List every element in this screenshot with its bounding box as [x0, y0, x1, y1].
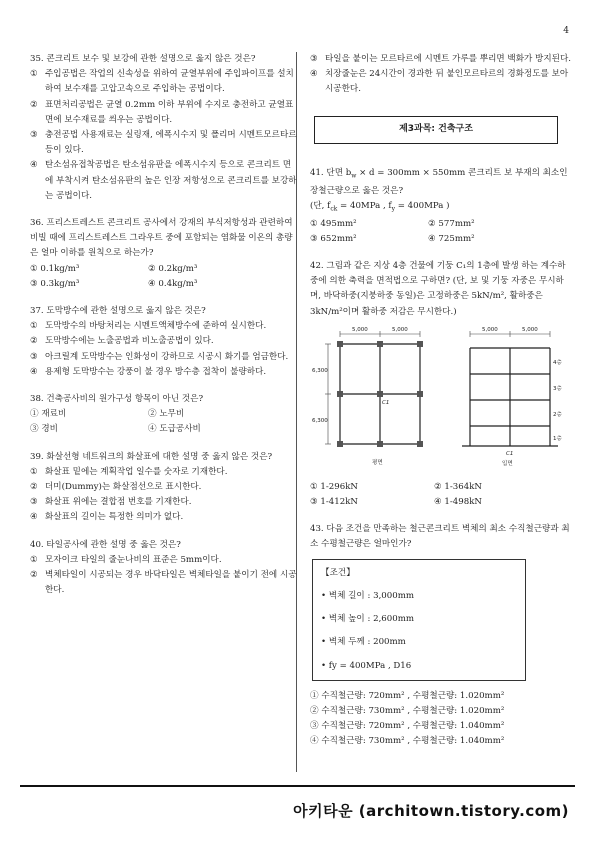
option: ② 수직철근량: 730mm² , 수평철근량: 1.020mm²	[310, 705, 505, 716]
option: ③ 경비	[30, 424, 58, 435]
option: ④ 725mm²	[428, 233, 475, 244]
floor-label-3: 3층	[553, 385, 562, 392]
option: ② 표면처리공법은 균열 0.2mm 이하 부위에 수지로 충전하고 균열표면에 보수재료를 씌우는 공법이다.	[30, 99, 294, 125]
option: ① 0.1kg/m³	[30, 263, 80, 274]
question-38	[30, 392, 298, 438]
option: ② 1-364kN	[434, 481, 482, 492]
plan-dim-top-2: 5,000	[392, 326, 408, 333]
option: ③ 화살표 위에는 결합점 번호를 기재한다.	[30, 497, 192, 508]
option: ① 도막방수의 바탕처리는 시멘트액체방수에 준하여 실시한다.	[30, 321, 267, 332]
option: ③ 1-412kN	[310, 497, 358, 508]
option: ④ 탄소섬유접착공법은 탄소섬유판을 에폭시수지 등으로 콘크리트 면에 부착시켜 탄소섬유판의 높은 인장 저항성으로 콘크리트를 보강하는 공법이다.	[30, 160, 297, 201]
elev-column-label: C1	[506, 450, 514, 457]
option: ② 더미(Dummy)는 화살점선으로 표시한다.	[30, 482, 202, 493]
condition: • 벽체 길이 : 3,000mm	[321, 590, 414, 601]
option: ① 주입공법은 작업의 신속성을 위하여 균열부위에 주입파이프를 설치하여 보수재를 고압고속으로 주입하는 공법이다.	[30, 69, 294, 95]
option: ① 재료비	[30, 409, 67, 420]
question-stem: 42. 그림과 같은 지상 4층 건물에 기둥 C₁의 1층에 발생 하는 계수하중에 의한 축력을 면적법으로 구하면? (단, 보 및 기둥 자중은 무시하며, 바닥하중(지붕하중 동일)은 고정하중은 5kN/m², 활하중은 3kN/m²이며 활하중 저감은 무시한다.)	[310, 261, 566, 317]
question-41	[310, 166, 572, 247]
option: ③ 타일을 붙이는 모르타르에 시멘트 가루를 뿌리면 백화가 방지된다.	[310, 54, 571, 64]
structure-figure	[310, 324, 572, 474]
option: ③ 충전공법 사용재료는 실링재, 에폭시수지 및 폴리머 시멘트모르타르 등이 있다.	[30, 130, 297, 156]
question-given: (단, $f_{ck} = 40MPa$ , $f_y = 400MPa$ )	[310, 200, 450, 213]
question-stem: 36. 프리스트레스트 콘크리트 공사에서 강재의 부식저항성과 관련하여 비빌 때에 프리스트레스트 그라우트 중에 포함되는 염화물 이온의 총량은 얼마 이하를 원칙으로 하는가?	[30, 218, 293, 259]
plan-elevation-diagram	[310, 324, 572, 474]
floor-label-4: 4층	[553, 359, 562, 366]
condition: • fy = 400MPa , D16	[321, 660, 412, 671]
option: ④ 1-498kN	[434, 497, 482, 508]
option: ④ 화살표의 길이는 특정한 의미가 없다.	[30, 512, 184, 523]
option: ④ 도급공사비	[148, 424, 201, 435]
question-40-continued	[310, 52, 572, 98]
option: ① 화살표 밑에는 계획작업 일수를 숫자로 기재한다.	[30, 466, 228, 477]
option: ① 모자이크 타일의 줄눈나비의 표준은 5mm이다.	[30, 554, 222, 565]
elevation-view	[462, 327, 562, 467]
condition: • 벽체 높이 : 2,600mm	[321, 614, 414, 625]
option: ② 노무비	[148, 409, 185, 420]
question-39	[30, 450, 298, 526]
question-35	[30, 52, 298, 204]
section-header: 제3과목: 건축구조	[314, 116, 558, 144]
plan-column-label: C1	[382, 399, 390, 406]
option: ③ 0.3kg/m³	[30, 278, 80, 289]
option: ④ 용제형 도막방수는 강풍이 불 경우 방수층 접착이 불량하다.	[30, 366, 267, 377]
page-number: 4	[563, 26, 569, 36]
question-40	[30, 538, 298, 599]
option: ② 벽체타일이 시공되는 경우 바닥타일은 벽체타일을 붙이기 전에 시공한다.	[30, 570, 297, 596]
conditions-title: 【조건】	[321, 567, 355, 578]
plan-dim-left-1: 6,300	[312, 367, 328, 374]
question-stem: 41. 단면 $b_w \times d = 300mm \times 550mm$ 콘크리트 보 부재의 최소인장철근량으로 옳은 것은?	[310, 167, 568, 196]
question-stem: 39. 화살선형 네트워크의 화살표에 대한 설명 중 옳지 않은 것은?	[30, 451, 273, 462]
option: ③ 652mm²	[310, 233, 357, 244]
footer-text: 아키타운 (architown.tistory.com)	[293, 802, 569, 820]
option: ④ 0.4kg/m³	[148, 278, 198, 289]
elev-dim-top-2: 5,000	[522, 326, 538, 333]
option: ① 수직철근량: 720mm² , 수평철근량: 1.020mm²	[310, 690, 505, 701]
floor-label-1: 1층	[553, 435, 562, 442]
plan-dim-left-2: 6,300	[312, 417, 328, 424]
plan-caption: 평면	[372, 459, 383, 466]
condition: • 벽체 두께 : 200mm	[321, 637, 406, 648]
question-stem: 43. 다음 조건을 만족하는 철근콘크리트 벽체의 최소 수직철근량과 최소 수평철근량은 얼마인가?	[310, 524, 570, 550]
question-stem: 37. 도막방수에 관한 설명으로 옳지 않은 것은?	[30, 306, 206, 317]
question-37	[30, 304, 298, 380]
plan-dim-top-1: 5,000	[352, 326, 368, 333]
question-stem: 38. 건축공사비의 원가구성 항목이 아닌 것은?	[30, 394, 204, 405]
question-42	[310, 259, 572, 510]
option: ② 0.2kg/m³	[148, 263, 198, 274]
conditions-box	[312, 559, 526, 681]
option: ② 도막방수에는 노출공법과 비노출공법이 있다.	[30, 336, 214, 347]
question-stem: 35. 콘크리트 보수 및 보강에 관한 설명으로 옳지 않은 것은?	[30, 54, 256, 64]
option: ④ 치장줄눈은 24시간이 경과한 뒤 붙인모르타르의 경화정도를 보아 시공한다.	[310, 69, 569, 95]
question-36	[30, 216, 298, 292]
option: ③ 수직철근량: 720mm² , 수평철근량: 1.040mm²	[310, 721, 505, 732]
plan-view	[312, 327, 423, 466]
option: ① 1-296kN	[310, 481, 358, 492]
option: ③ 아크릴계 도막방수는 인화성이 강하므로 시공시 화기를 엄금한다.	[30, 351, 289, 362]
left-column	[30, 52, 298, 611]
floor-label-2: 2층	[553, 411, 562, 418]
elev-caption: 입면	[502, 460, 513, 467]
right-column	[310, 52, 572, 762]
elev-dim-top-1: 5,000	[482, 326, 498, 333]
option: ② 577mm²	[428, 218, 475, 229]
question-stem: 40. 타일공사에 관한 설명 중 옳은 것은?	[30, 539, 181, 550]
question-43	[310, 522, 572, 749]
footer-divider	[20, 785, 575, 787]
option: ① 495mm²	[310, 218, 357, 229]
option: ④ 수직철근량: 730mm² , 수평철근량: 1.040mm²	[310, 736, 505, 747]
